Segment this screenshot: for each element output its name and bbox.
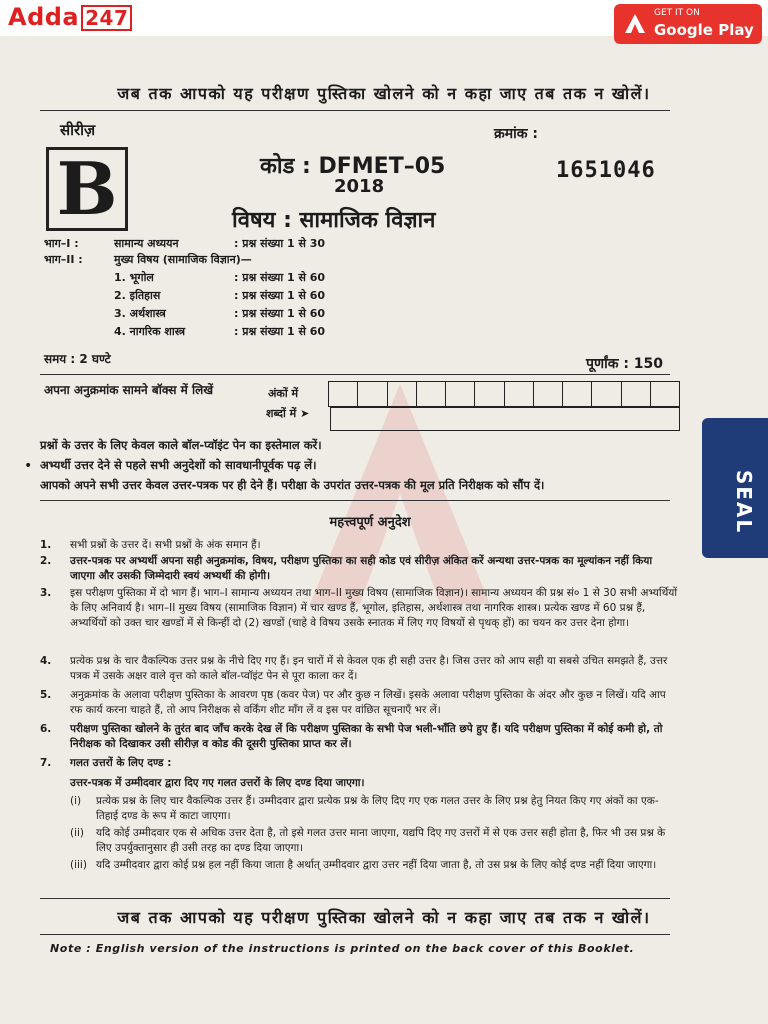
roll-number-label: अपना अनुक्रमांक सामने बॉक्स में लिखें <box>44 383 214 397</box>
instruction-item: 5. अनुक्रमांक के अलावा परीक्षण पुस्तिका के आवरण पृष्ठ (कवर पेज) पर और कुछ न लिखें। इसके अलावा परीक्षण पुस्तिका के अंदर और कुछ न लिखें। यदि आप रफ कार्य करना चाहते हैं, तो आप निरीक्षक से वर्किंग शीट माँग लें व इस पर वांछित सूचनाएँ भर लें। <box>40 689 666 716</box>
penalty-item: (iii) यदि उम्मीदवार द्वारा कोई प्रश्न हल नहीं किया जाता है अर्थात् उम्मीदवार द्वारा उत्तर नहीं दिया जाता है, तो उस प्रश्न के लिए कोई दण्ड नहीं दिया जाएगा। <box>70 859 657 871</box>
general-instruction: अभ्यर्थी उत्तर देने से पहले सभी अनुदेशों को सावधानीपूर्वक पढ़ लें। <box>40 458 317 472</box>
series-label: सीरीज़ <box>60 121 96 139</box>
instruction-item: 4. प्रत्येक प्रश्न के चार वैकल्पिक उत्तर प्रश्न के नीचे दिए गए हैं। इन चारों में से केवल एक ही सही उत्तर है। जिस उत्तर को आप सही या सबसे उचित समझते हैं, उत्तर पत्रक में उसके अक्षर वाले वृत्त को काले बॉल-प्वॉइंट पेन से पूरा काला कर दें। <box>40 655 668 682</box>
seal-tab <box>702 418 768 558</box>
series-letter: B <box>46 147 128 231</box>
instruction-item: 6. परीक्षण पुस्तिका खोलने के तुरंत बाद जाँच करके देख लें कि परीक्षण पुस्तिका के सभी पेज भली-भाँति छपे हुए हैं। यदि परीक्षण पुस्तिका में कोई कमी हो, तो निरीक्षक को दिखाकर उसी सीरीज़ व कोड की दूसरी पुस्तिका प्राप्त कर लें। <box>40 723 663 750</box>
divider <box>40 500 670 501</box>
top-banner <box>0 0 768 39</box>
instruction-item: 2. उत्तर-पत्रक पर अभ्यर्थी अपना सही अनुक्रमांक, विषय, परीक्षण पुस्तिका का सही कोड एवं सीरीज़ अंकित करें अन्यथा उत्तर-पत्रक का मूल्यांकन नहीं किया जाएगा और उसकी जिम्मेदारी स्वयं अभ्यर्थी की होगी। <box>40 555 653 582</box>
brand-text: Adda <box>8 3 80 31</box>
total-marks: पूर्णांक : 150 <box>586 356 664 372</box>
exam-year: 2018 <box>334 176 385 197</box>
english-version-note: Note : English version of the instructions is printed on the back cover of this Booklet. <box>50 942 635 955</box>
divider <box>40 898 670 899</box>
kramank-label: क्रमांक : <box>494 126 538 142</box>
general-instruction: आपको अपने सभी उत्तर केवल उत्तर-पत्रक पर ही देने हैं। परीक्षा के उपरांत उत्तर-पत्रक की मूल प्रति निरीक्षक को सौंप दें। <box>40 478 545 492</box>
booklet-code: कोड : DFMET–05 <box>260 154 446 179</box>
roll-number-words-box[interactable] <box>330 407 680 431</box>
divider <box>40 110 670 111</box>
in-words-label: शब्दों में ➤ <box>266 407 310 420</box>
general-instruction: प्रश्नों के उत्तर के लिए केवल काले बॉल-प्वॉइंट पेन का इस्तेमाल करें। <box>40 438 322 452</box>
warning-top: जब तक आपको यह परीक्षण पुस्तिका खोलने को न कहा जाए तब तक न खोलें। <box>117 84 651 103</box>
penalty-item: (i) प्रत्येक प्रश्न के लिए चार वैकल्पिक उत्तर हैं। उम्मीदवार द्वारा प्रत्येक प्रश्न के लिए दिए गए एक गलत उत्तर के लिए प्रश्न हेतु नियत किए गए अंकों का एक-तिहाई दण्ड के रूप में काटा जाएगा। <box>70 795 659 822</box>
adda247-logo[interactable] <box>8 3 132 31</box>
brand-number: 247 <box>81 5 132 31</box>
seal-label: SEAL <box>732 469 757 535</box>
exam-cover-page: जब तक आपको यह परीक्षण पुस्तिका खोलने को न कहा जाए तब तक न खोलें। सीरीज़ क्रमांक : B कोड : DFMET–05 2018 1651046 विषय : सामाजिक विज्ञान भाग–I : सामान्य अध्ययन : प्रश्न संख्या 1 से 30 भाग–II : मुख्य विषय (सामाजिक विज्ञान)— 1. भूगोल : प्रश्न संख्या 1 से 60 2. इतिहास : प्रश्न संख्या 1 से 60 3. अर्थशास्त्र : प्रश्न संख्या 1 से 60 4. नागरिक शास्त्र : प्रश्न संख्या 1 से 60 समय : 2 घण्टे पूर्णांक : 150 अपना अनुक्रमांक सामने बॉक्स में लिखें अंकों में शब्दों में ➤ प्रश्नों के उत्तर के लिए केवल काले बॉल-प्वॉइंट पेन का इस्तेमाल करें। • अभ्यर्थी उत्तर देने से पहले सभी अनुदेशों को सावधानीपूर्वक पढ़ लें। आपको अपने सभी उत्तर केवल उत्तर-पत्रक पर ही देने हैं। परीक्षा के उपरांत उत्तर-पत्रक की मूल प्रति निरीक्षक को सौंप दें। महत्त्वपूर्ण अनुदेश 1. सभी प्रश्नों के उत्तर दें। सभी प्रश्नों के अंक समान हैं। 2. उत्तर-पत्रक पर अभ्यर्थी अपना सही अनुक्रमांक, विषय, परीक्षण पुस्तिका का सही कोड एवं सीरीज़ अंकित करें अन्यथा उत्तर-पत्रक का मूल्यांकन नहीं किया जाएगा और उसकी जिम्मेदारी स्वयं अभ्यर्थी की होगी। 3. इस परीक्षण पुस्तिका में दो भाग हैं। भाग–I सामान्य अध्ययन तथा भाग–II मुख्य विषय (सामाजिक विज्ञान)। सामान्य अध्ययन की प्रश्न सं० 1 से 30 सभी अभ्यर्थियों के लिए अनिवार्य है। भाग–II मुख्य विषय (सामाजिक विज्ञान) में चार खण्ड हैं, भूगोल, इतिहास, अर्थशास्त्र तथा नागरिक शास्त्र। प्रत्येक खण्ड में 60 प्रश्न हैं, अभ्यर्थियों को उक्त चार खण्डों में से किन्हीं दो (2) खण्डों (चाहे वे विषय उसके स्नातक में लिए गए विषयों से पृथक् हों) का चयन कर उत्तर देना होगा। 4. प्रत्येक प्रश्न के चार वैकल्पिक उत्तर प्रश्न के नीचे दिए गए हैं। इन चारों में से केवल एक ही सही उत्तर है। जिस उत्तर को आप सही या सबसे उचित समझते हैं, उत्तर पत्रक में उसके अक्षर वाले वृत्त को काले बॉल-प्वॉइंट पेन से पूरा काला कर दें। 5. अनुक्रमांक के अलावा परीक्षण पुस्तिका के आवरण पृष्ठ (कवर पेज) पर और कुछ न लिखें। इसके अलावा परीक्षण पुस्तिका के अंदर और कुछ न लिखें। यदि आप रफ कार्य करना चाहते हैं, तो आप निरीक्षक से वर्किंग शीट माँग लें व इस पर वांछित सूचनाएँ भर लें। 6. परीक्षण पुस्तिका खोलने के तुरंत बाद जाँच करके देख लें कि परीक्षण पुस्तिका के सभी पेज भली-भाँति छपे हुए हैं। यदि परीक्षण पुस्तिका में कोई कमी हो, तो निरीक्षक को दिखाकर उसी सीरीज़ व कोड की दूसरी पुस्तिका प्राप्त कर लें। 7. गलत उत्तरों के लिए दण्ड : उत्तर-पत्रक में उम्मीदवार द्वारा दिए गए गलत उत्तरों के लिए दण्ड दिया जाएगा। (i) प्रत्येक प्रश्न के लिए चार वैकल्पिक उत्तर हैं। उम्मीदवार द्वारा प्रत्येक प्रश्न के लिए दिए गए एक गलत उत्तर के लिए प्रश्न हेतु नियत किए गए अंकों का एक-तिहाई दण्ड के रूप में काटा जाएगा। (ii) यदि कोई उम्मीदवार एक से अधिक उत्तर देता है, तो इसे गलत उत्तर माना जाएगा, यद्यपि दिए गए उत्तरों में से एक उत्तर सही होता है, फिर भी उस प्रश्न के लिए उपर्युक्तानुसार ही उसी तरह का दण्ड दिया जाएगा। (iii) यदि उम्मीदवार द्वारा कोई प्रश्न हल नहीं किया जाता है अर्थात् उम्मीदवार द्वारा उत्तर नहीं दिया जाता है, तो उस प्रश्न के लिए कोई दण्ड नहीं दिया जाएगा। जब तक आपको यह परीक्षण पुस्तिका खोलने को न कहा जाए तब तक न खोलें। Note : English version of the instructions is printed on the back cover of this Booklet. <box>0 44 768 1024</box>
store-big-text: Google Play <box>654 21 754 39</box>
instruction-item: 7. गलत उत्तरों के लिए दण्ड : <box>40 757 172 769</box>
serial-number: 1651046 <box>556 158 656 183</box>
important-instructions-heading: महत्त्वपूर्ण अनुदेश <box>329 515 411 530</box>
store-small-text: GET IT ON <box>654 8 700 18</box>
divider <box>40 374 670 375</box>
roll-number-digit-boxes[interactable] <box>328 381 680 407</box>
subject-title: विषय : सामाजिक विज्ञान <box>232 208 436 233</box>
penalty-intro: उत्तर-पत्रक में उम्मीदवार द्वारा दिए गए गलत उत्तरों के लिए दण्ड दिया जाएगा। <box>70 777 365 789</box>
penalty-item: (ii) यदि कोई उम्मीदवार एक से अधिक उत्तर देता है, तो इसे गलत उत्तर माना जाएगा, यद्यपि दिए गए उत्तरों में से एक उत्तर सही होता है, फिर भी उस प्रश्न के लिए उपर्युक्तानुसार ही उसी तरह का दण्ड दिया जाएगा। <box>70 827 666 854</box>
instruction-item: 1. सभी प्रश्नों के उत्तर दें। सभी प्रश्नों के अंक समान हैं। <box>40 539 261 551</box>
bullet-icon: • <box>24 458 33 474</box>
exam-time: समय : 2 घण्टे <box>44 352 111 366</box>
divider <box>40 934 670 935</box>
in-digits-label: अंकों में <box>268 387 299 400</box>
adda-play-icon <box>622 11 648 37</box>
warning-bottom: जब तक आपको यह परीक्षण पुस्तिका खोलने को न कहा जाए तब तक न खोलें। <box>117 908 651 927</box>
google-play-button[interactable] <box>614 4 762 44</box>
instruction-item: 3. इस परीक्षण पुस्तिका में दो भाग हैं। भाग–I सामान्य अध्ययन तथा भाग–II मुख्य विषय (सामाजिक विज्ञान)। सामान्य अध्ययन की प्रश्न सं० 1 से 30 सभी अभ्यर्थियों के लिए अनिवार्य है। भाग–II मुख्य विषय (सामाजिक विज्ञान) में चार खण्ड हैं, भूगोल, इतिहास, अर्थशास्त्र तथा नागरिक शास्त्र। प्रत्येक खण्ड में 60 प्रश्न हैं, अभ्यर्थियों को उक्त चार खण्डों में से किन्हीं दो (2) खण्डों (चाहे वे विषय उसके स्नातक में लिए गए विषयों से पृथक् हों) का चयन कर उत्तर देना होगा। <box>40 587 678 629</box>
